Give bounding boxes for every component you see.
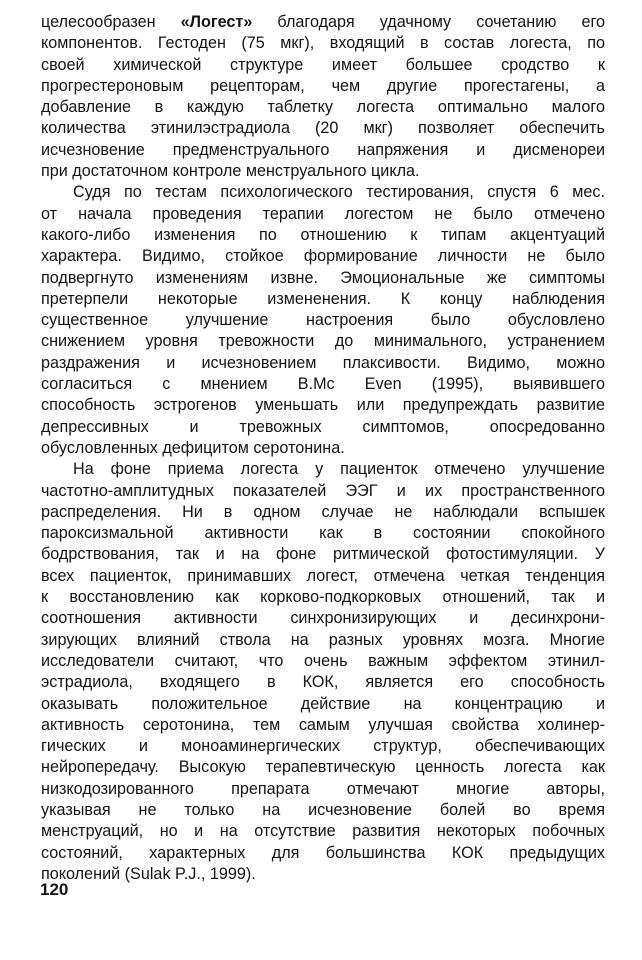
paragraph-1 [41, 12, 605, 182]
text-line: целесообразен «Логест» благодаря удачному сочетанию его [41, 13, 606, 31]
text-line: от начала проведения терапии логестом не было отмечено [41, 204, 605, 223]
text-line: своей химической структуре имеет большее сродство к [41, 55, 605, 74]
text-line: к восстановлению как корково-подкорковых отношений, так и [41, 588, 605, 607]
page-body [41, 12, 605, 885]
text-line: претерпели некоторые измененения. К концу наблюдения [41, 289, 605, 308]
text-line: исследователи считают, что очень важным эффектом этинил- [41, 651, 605, 670]
text-line: исчезновение предменструального напряжения и дисменореи [41, 140, 605, 159]
text-line: менструаций, но и на отсутствие развития некоторых побочных [41, 822, 605, 841]
text-line: депрессивных и тревожных симптомов, опосредованно [41, 417, 605, 436]
text-line: бодрствования, так и на фоне ритмической фотостимуляции. У [41, 545, 605, 564]
text-line: пароксизмальной активности как в состоянии спокойного [41, 524, 605, 543]
text-line: согласиться с мнением B.Mc Even (1995), выявившего [41, 375, 605, 394]
text-line: способность эстрогенов уменьшать или предупреждать развитие [41, 396, 605, 415]
text-line: оказывать положительное действие на концентрацию и [41, 694, 605, 713]
text-line: зирующих влияний ствола на разных уровнях мозга. Многие [41, 630, 605, 649]
text-line: характера. Видимо, стойкое формирование личности не было [41, 247, 605, 266]
text-line: низкодозированного препарата отмечают многие авторы, [41, 779, 605, 798]
text-line: компонентов. Гестоден (75 мкг), входящий в состав логеста, по [41, 34, 605, 53]
text-line: прогрестероновым рецепторам, чем другие прогестагены, а [41, 76, 605, 95]
text-line: соотношения активности синхронизирующих и десинхрони- [41, 609, 605, 628]
paragraph-2 [41, 182, 605, 459]
text-line: активность серотонина, тем самым улучшая свойства холинер- [41, 715, 605, 734]
paragraph-3 [41, 459, 605, 885]
brand-name: «Логест» [180, 13, 253, 31]
text-line: Судя по тестам психологического тестирования, спустя 6 мес. [73, 183, 605, 202]
text-line: На фоне приема логеста у пациенток отмечено улучшение [73, 460, 605, 479]
text-line: указывая не только на исчезновение болей во время [41, 800, 605, 819]
text-line: раздражения и исчезновением плаксивости. Видимо, можно [41, 353, 605, 372]
text-line: поколений (Sulak P.J., 1999). [41, 864, 256, 883]
text-line: частотно-амплитудных показателей ЭЭГ и их пространственного [41, 481, 605, 500]
text-line: снижением уровня тревожности до минимального, устранением [41, 332, 605, 351]
text-line: эстрадиола, входящего в КОК, является его способность [41, 673, 605, 692]
text-line: нейропередачу. Высокую терапевтическую ценность логеста как [41, 758, 605, 777]
text-line: всех пациенток, принимавших логест, отмечена четкая тенденция [41, 566, 605, 585]
text-line: добавление в каждую таблетку логеста оптимально малого [41, 98, 605, 117]
text-line: обусловленных дефицитом серотонина. [41, 438, 345, 457]
text-line: гических и моноаминергических структур, обеспечивающих [41, 737, 605, 756]
text-line: состояний, характерных для большинства КОК предыдущих [41, 843, 605, 862]
text-line: распределения. Ни в одном случае не наблюдали вспышек [41, 502, 605, 521]
text-line: какого-либо изменения по отношению к типам акцентуаций [41, 225, 605, 244]
text-line: при достаточном контроле менструального цикла. [41, 162, 420, 181]
text-line: существенное улучшение настроения было обусловлено [41, 311, 605, 330]
text-line: подвергнуто изменениям извне. Эмоциональные же симптомы [41, 268, 605, 287]
page-number: 120 [40, 880, 69, 899]
text-line: количества этинилэстрадиола (20 мкг) позволяет обеспечить [41, 119, 605, 138]
